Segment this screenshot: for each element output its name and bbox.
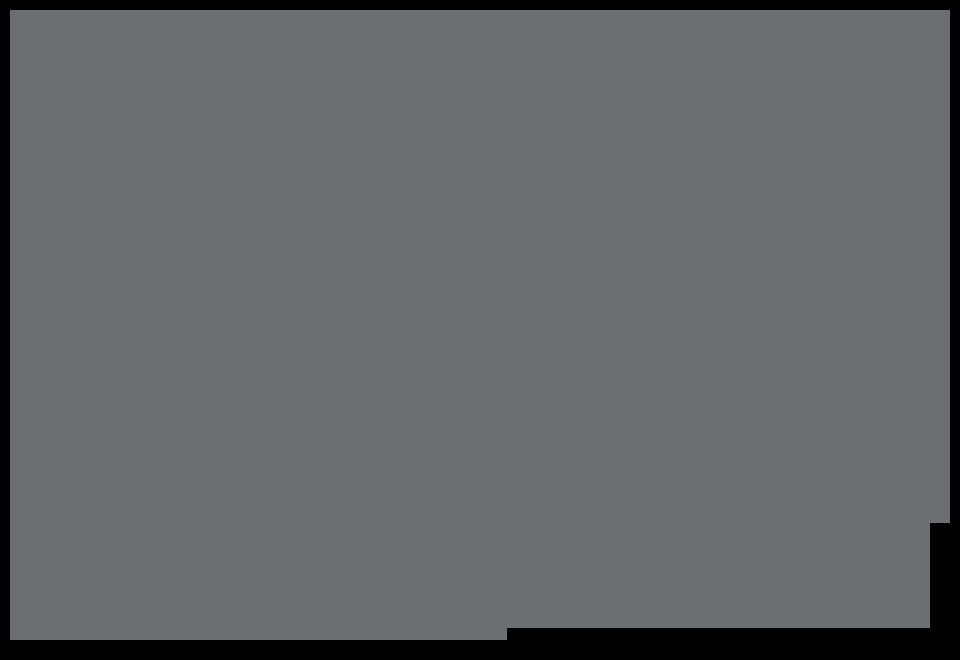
upper-right-surface[interactable] <box>507 10 930 523</box>
main-surface[interactable] <box>10 10 507 640</box>
top-gutter <box>0 0 960 10</box>
right-edge-strip[interactable] <box>930 10 950 523</box>
lower-right-surface[interactable] <box>507 523 930 628</box>
bottom-gutter <box>0 640 960 660</box>
left-gutter <box>0 0 10 660</box>
